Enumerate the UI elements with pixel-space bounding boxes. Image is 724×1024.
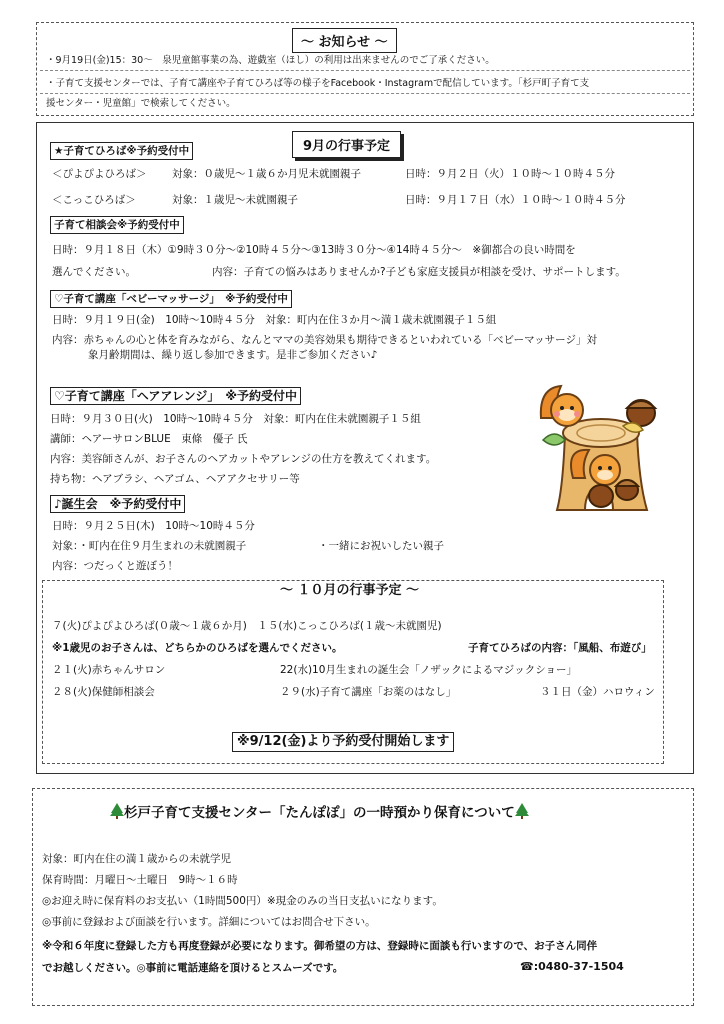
oct-row-3a: ２１(火)赤ちゃんサロン	[52, 664, 166, 676]
hair-line-2: 講師：ヘアーサロンBLUE 東條 優子 氏	[50, 433, 248, 445]
oct-row-4a: ２８(火)保健師相談会	[52, 686, 155, 698]
kocco-date: 日時：９月１７日（水）１０時～１０時４５分	[405, 194, 626, 206]
oct-row-1: ７(火)ぴよぴよひろば(０歳～１歳６か月) １５(水)こっこひろば(１歳～未就園児)	[52, 620, 442, 632]
oct-row-4b: ２９(水)子育て講座「お薬のはなし」	[280, 686, 457, 698]
oct-row-4c: ３１日（金）ハロウィン	[540, 686, 655, 698]
birthday-label: ♪誕生会 ※予約受付中	[50, 495, 185, 513]
notice-line-2: ・子育て支援センターでは、子育て講座や子育てひろば等の様子をFacebook・Instagramで配信しています。「杉戸町子育て支	[46, 78, 590, 89]
hair-arrange-label: ♡子育て講座「ヘアアレンジ」 ※予約受付中	[50, 387, 301, 405]
hair-line-1: 日時：９月３０日(火) 10時～10時４５分 対象：町内在住未就園親子１５組	[50, 413, 421, 425]
piyo-target: 対象：０歳児～１歳６か月児未就園親子	[172, 168, 361, 180]
childcare-line-2: 保育時間：月曜日～土曜日 9時～１６時	[42, 874, 238, 886]
soudan-line-2b: 内容：子育ての悩みはありませんか?子ども家庭支援員が相談を受け、サポートします。	[212, 266, 626, 278]
reservation-start-notice: ※9/12(金)より予約受付開始します	[232, 732, 454, 752]
soudan-line-1: 日時：９月１８日（木）①9時３０分～②10時４５分～③13時３０分～④14時４５分～ ※御都合の良い時間を	[52, 244, 576, 256]
childcare-line-5: ※令和６年度に登録した方も再度登録が必要になります。御希望の方は、登録時に面談も行いますので、お子さん同伴	[42, 940, 598, 952]
childcare-line-1: 対象：町内在住の満１歳からの未就学児	[42, 853, 231, 865]
childcare-heading	[110, 801, 529, 821]
oct-row-3b: 22(水)10月生まれの誕生会「ノザックによるマジックショー」	[280, 664, 577, 676]
oct-row-2a: ※1歳児のお子さんは、どちらかのひろばを選んでください。	[52, 642, 343, 654]
baby-massage-label: ♡子育て講座「ベビーマッサージ」 ※予約受付中	[50, 290, 292, 308]
phone-icon: ☎	[520, 960, 534, 973]
notice-title: ～ お知らせ ～	[292, 28, 397, 53]
hair-line-4: 持ち物：ヘアブラシ、ヘアゴム、ヘアアクセサリー等	[50, 473, 300, 485]
birthday-line-1: 日時：９月２５日(木) 10時～10時４５分	[52, 520, 255, 532]
childcare-line-6: でお越しください。◎事前に電話連絡を頂けるとスムーズです。	[42, 962, 344, 974]
phone-number: 0480-37-1504	[538, 960, 624, 973]
childcare-line-4: ◎事前に登録および面談を行います。詳細についてはお問合せ下さい。	[42, 916, 376, 928]
kocco-target: 対象：１歳児～未就園親子	[172, 194, 298, 206]
baby-line-1: 日時：９月１９日(金) 10時～10時４５分 対象：町内在住３か月～満１歳未就園親子１５組	[52, 314, 497, 326]
childcare-title: 杉戸子育て支援センター「たんぽぽ」の一時預かり保育について	[124, 805, 515, 821]
birthday-line-2b: ・一緒にお祝いしたい親子	[318, 540, 444, 552]
soudan-line-2a: 選んでください。	[52, 266, 136, 278]
birthday-line-2a: 対象：・町内在住９月生まれの未就園親子	[52, 540, 247, 552]
baby-line-3: 象月齢期間は、繰り返し参加できます。是非ご参加ください♪	[88, 349, 378, 361]
tree-icon	[110, 803, 124, 819]
phone-contact: ☎:0480-37-1504	[520, 960, 624, 973]
september-title: 9月の行事予定	[292, 131, 401, 158]
notice-line-3: 援センター・児童館」で検索してください。	[46, 98, 236, 109]
birthday-line-3: 内容：つだっくと遊ぼう！	[52, 560, 178, 572]
piyo-name: ＜ぴよぴよひろば＞	[52, 168, 147, 180]
piyo-date: 日時：９月２日（火）１０時～１０時４５分	[405, 168, 615, 180]
squirrel-stump-illustration	[535, 378, 665, 518]
tree-icon	[515, 803, 529, 819]
kocco-name: ＜こっこひろば＞	[52, 194, 136, 206]
baby-line-2: 内容：赤ちゃんの心と体を育みながら、なんとママの美容効果も期待できるといわれている「ベビーマッサージ」対	[52, 334, 597, 346]
oct-row-2b: 子育てひろばの内容：「風船、布遊び」	[468, 642, 652, 654]
october-title: ～ １０月の行事予定 ～	[276, 584, 423, 598]
soudan-label: 子育て相談会※予約受付中	[50, 216, 184, 234]
notice-line-1: ・9月19日(金)15：30～ 泉児童館事業の為、遊戯室（ほし）の利用は出来ませんのでご了承ください。	[46, 55, 495, 66]
hair-line-3: 内容：美容師さんが、お子さんのヘアカットやアレンジの仕方を教えてくれます。	[50, 453, 437, 465]
hiroba-label: ★子育てひろば※予約受付中	[50, 142, 193, 160]
childcare-line-3: ◎お迎え時に保育料のお支払い（1時間500円）※現金のみの当日支払いになります。	[42, 895, 443, 907]
